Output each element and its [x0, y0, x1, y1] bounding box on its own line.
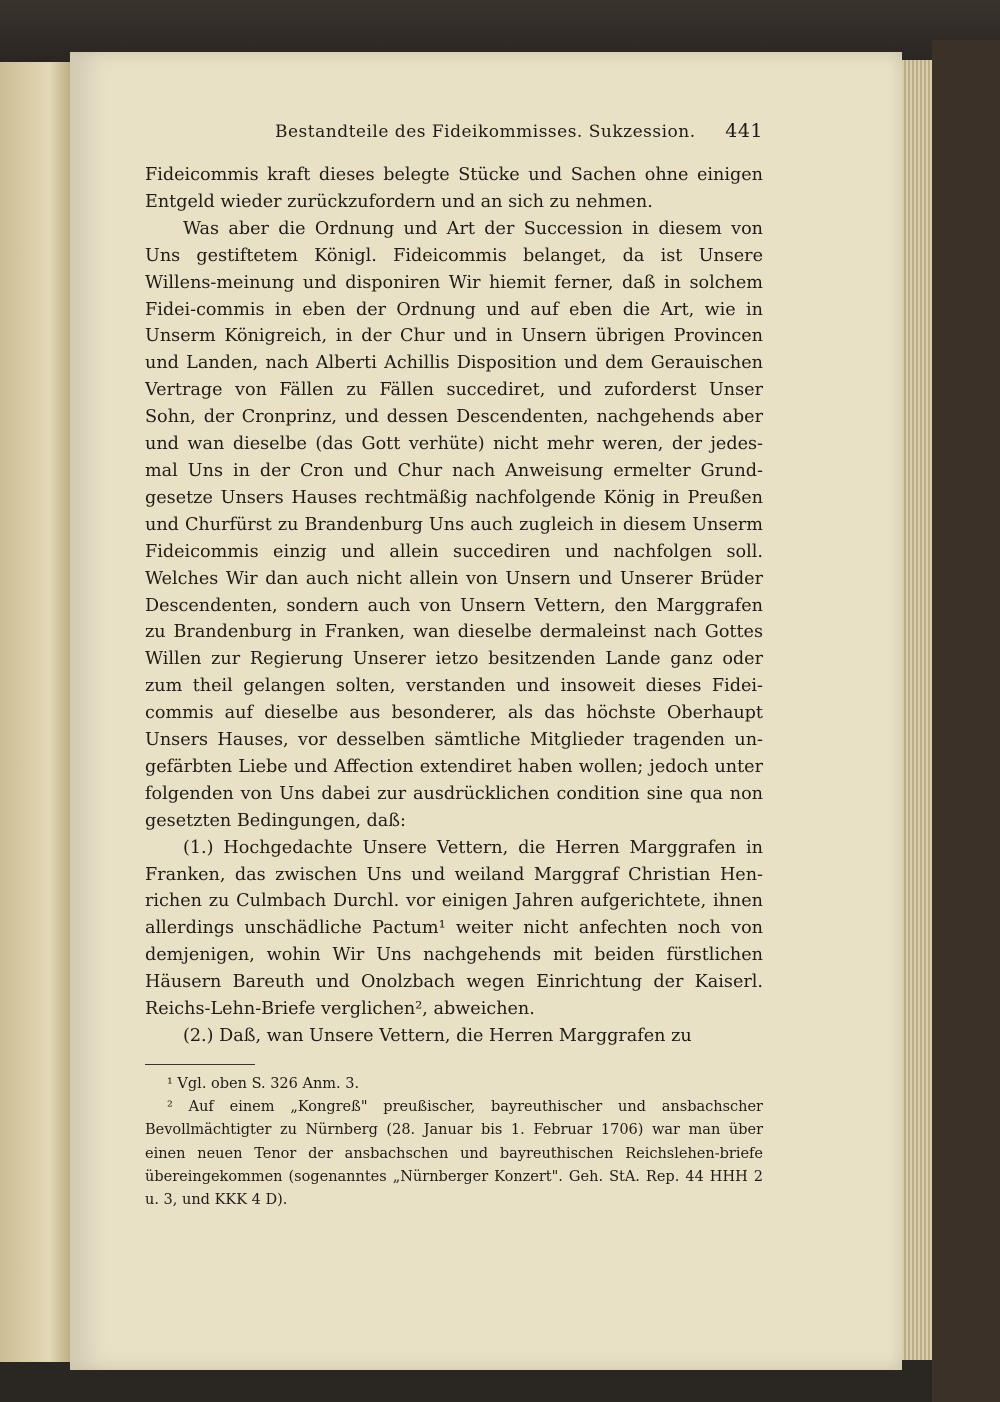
paragraph: Was aber die Ordnung und Art der Succession in diesem von Uns gestiftetem Königl. Fideicommis belanget, da ist Unsere Willens-meinung und disponiren Wir hiemit ferner, daß in solchem Fidei-commis in eben der Ordnung und auf eben die Art, wie in Unserm Königreich, in der Chur und in Unsern übrigen Provincen und Landen, nach Alberti Achillis Disposition und dem Gerauischen Vertrage von Fällen zu Fällen succediret, und zuforderst Unser Sohn, der Cronprinz, und dessen Descendenten, nachgehends aber und wan dieselbe (das Gott verhüte) nicht mehr weren, der jedes-mal Uns in der Cron und Chur nach Anweisung ermelter Grund-gesetze Unsers Hauses rechtmäßig nachfolgende König in Preußen und Churfürst zu Brandenburg Uns auch zugleich in diesem Unserm Fideicommis einzig und allein succediren und nachfolgen soll. Welches Wir dan auch nicht allein von Unsern und Unserer Brüder Descendenten, sondern auch von Unsern Vettern, den Marggrafen zu Brandenburg in Franken, wan dieselbe dermaleinst nach Gottes Willen zur Regierung Unserer ietzo besitzenden Lande ganz oder zum theil gelangen solten, verstanden und insoweit dieses Fidei-commis auf dieselbe aus besonderer, als das höchste Oberhaupt Unsers Hauses, vor desselben sämtliche Mitglieder tragenden un-gefärbten Liebe und Affection extendiret haben wollen; jedoch unter folgenden von Uns dabei zur ausdrücklichen condition sine qua non gesetzten Bedingungen, daß:	[145, 218, 763, 831]
page-number: 441	[725, 120, 763, 142]
body-text	[145, 162, 763, 1050]
footnote: ¹ Vgl. oben S. 326 Anm. 3.	[167, 1075, 360, 1092]
paragraph: (2.) Daß, wan Unsere Vettern, die Herren Marggrafen zu	[183, 1026, 692, 1046]
footnote: ² Auf einem „Kongreß" preußischer, bayreuthischer und ansbachscher Bevollmächtigter zu Nürnberg (28. Januar bis 1. Februar 1706) war man über einen neuen Tenor der ansbachschen und bayreuthischen Reichslehen-briefe übereingekommen (sogenanntes „Nürnberger Konzert". Geh. StA. Rep. 44 HHH 2 u. 3, und KKK 4 D).	[145, 1099, 763, 1208]
book-cover-right	[932, 40, 1000, 1402]
footnotes	[145, 1073, 763, 1212]
paragraph: (1.) Hochgedachte Unsere Vettern, die Herren Marggrafen in Franken, das zwischen Uns und weiland Marggraf Christian Hen-richen zu Culmbach Durchl. vor einigen Jahren aufgerichtete, ihnen allerdings unschädliche Pactum¹ weiter nicht anfechten noch von demjenigen, wohin Wir Uns nachgehends mit beiden fürstlichen Häusern Bareuth und Onolzbach wegen Einrichtung der Kaiserl. Reichs-Lehn-Briefe verglichen², abweichen.	[145, 837, 763, 1020]
facing-page-edge	[0, 62, 70, 1362]
running-title: Bestandteile des Fideikommisses. Sukzession.	[275, 122, 696, 142]
footnote-divider	[145, 1064, 255, 1065]
page-content	[145, 118, 763, 1212]
book-cover-top	[0, 0, 1000, 60]
running-head	[145, 118, 763, 152]
paragraph: Fideicommis kraft dieses belegte Stücke und Sachen ohne einigen Entgeld wieder zurückzufordern und an sich zu nehmen.	[145, 165, 763, 212]
page-block-edge	[902, 60, 932, 1360]
